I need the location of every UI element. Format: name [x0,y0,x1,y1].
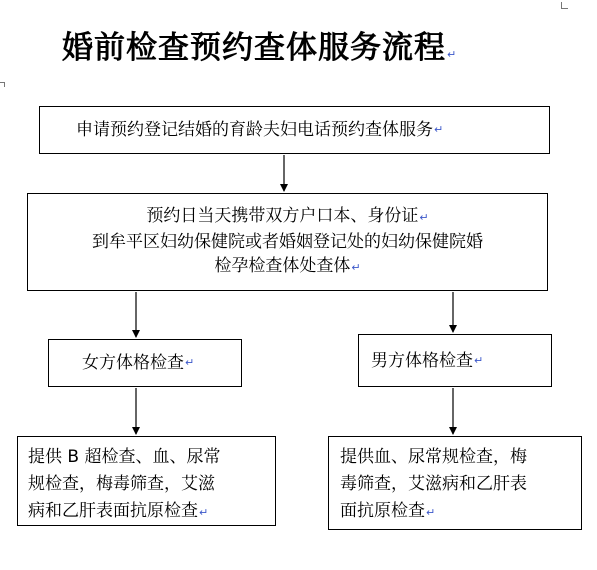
female-items-line-1: 提供 B 超检查、血、尿常 [28,447,221,467]
step-female-box [48,339,242,387]
step-visit-line-1: 预约日当天携带双方户口本、身份证 [146,206,419,226]
paragraph-mark-icon: ↵ [474,353,484,367]
paragraph-mark-icon: ↵ [447,48,458,61]
female-items-line-2: 规检查，梅毒筛查，艾滋 [28,474,215,494]
step-visit-box [27,193,548,291]
step-apply-text: 申请预约登记结婚的育龄夫妇电话预约查体服务 [76,120,433,140]
paragraph-mark-icon: ↵ [419,211,429,224]
step-female-text: 女方体格检查 [82,353,184,373]
paragraph-mark-icon: ↵ [185,356,195,369]
step-visit-line-2: 到牟平区妇幼保健院或者婚姻登记处的妇幼保健院婚 [92,232,483,252]
step-apply-box [39,106,550,154]
paragraph-mark-icon: ↵ [426,506,436,519]
step-male-text: 男方体格检查 [371,350,473,371]
paragraph-mark-icon: ↵ [199,506,209,519]
title-text: 婚前检查预约查体服务流程 [62,30,446,66]
paragraph-mark-icon: ↵ [351,261,361,274]
step-male-box [358,334,552,387]
male-items-line-1: 提供血、尿常规检查，梅 [340,447,527,467]
female-items-line-3: 病和乙肝表面抗原检查 [28,501,198,521]
male-items-box [328,436,582,530]
male-items-line-2: 毒筛查，艾滋病和乙肝表 [340,474,527,494]
female-items-box [17,436,276,526]
paragraph-mark-icon: ↵ [434,123,444,136]
step-visit-line-3: 检孕检查体处查体 [214,256,351,276]
male-items-line-3: 面抗原检查 [340,501,425,521]
